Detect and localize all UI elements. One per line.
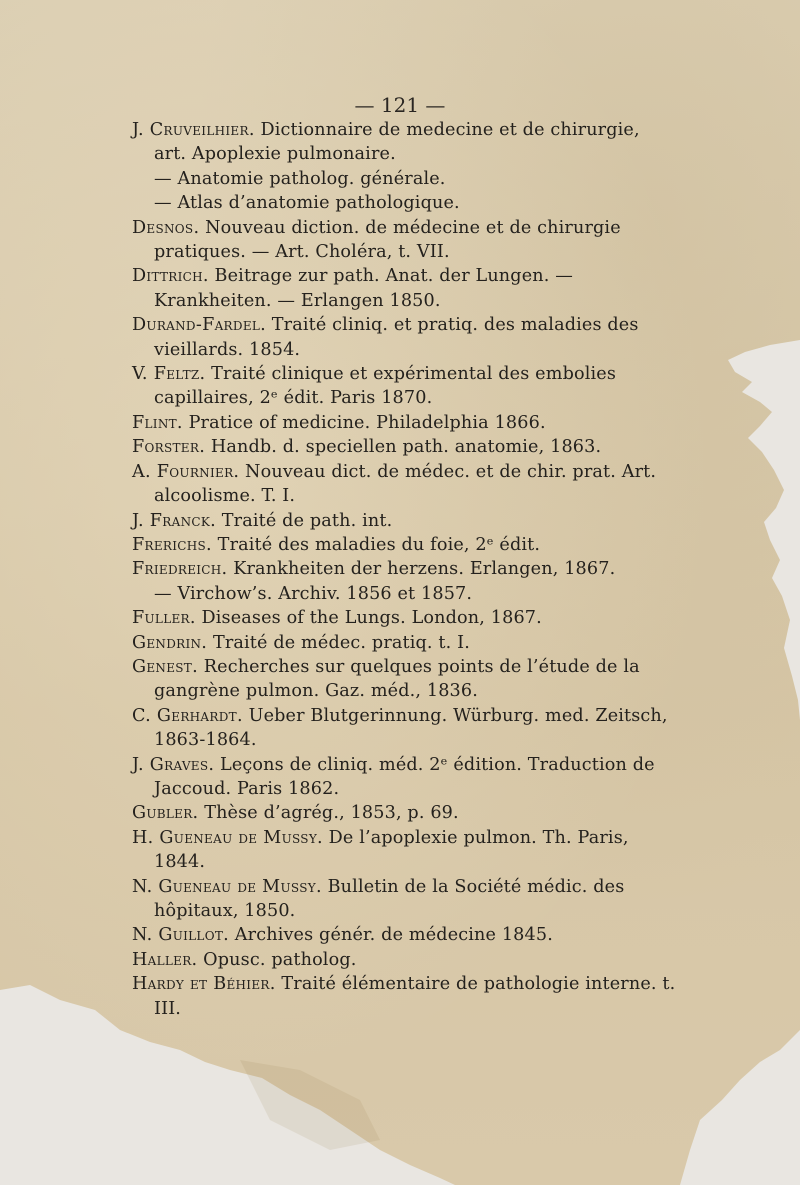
entry-author: Durand-Fardel. xyxy=(132,315,267,336)
bibliography-entry xyxy=(132,606,677,630)
torn-edge-right xyxy=(728,340,800,720)
entry-text: Pratice of medicine. Philadelphia 1866. xyxy=(182,412,546,433)
entry-author: J. Graves. xyxy=(132,754,215,775)
entry-text: — Anatomie patholog. générale. xyxy=(154,168,446,189)
entry-author: C. Gerhardt. xyxy=(132,705,243,726)
entry-text: Ueber Blutgerinnung. Würburg. med. Zeitsch, 1863-1864. xyxy=(154,705,668,751)
bibliography-entry xyxy=(132,582,677,606)
entry-text: — Atlas d’anatomie pathologique. xyxy=(154,193,460,214)
entry-text: Handb. d. speciellen path. anatomie, 1863. xyxy=(205,437,602,458)
bibliography-entry xyxy=(132,362,677,411)
entry-author: Desnos. xyxy=(132,217,200,238)
entry-author: Frerichs. xyxy=(132,534,212,555)
bibliography-entry xyxy=(132,191,677,215)
entry-text: Nouveau diction. de médecine et de chirurgie pratiques. — Art. Choléra, t. VII. xyxy=(154,217,621,263)
bibliography-entry xyxy=(132,460,677,509)
entry-text: Nouveau dict. de médec. et de chir. prat. Art. alcoolisme. T. I. xyxy=(154,461,657,507)
entry-text: Beitrage zur path. Anat. der Lungen. — Krankheiten. — Erlangen 1850. xyxy=(154,266,573,311)
entry-text: Traité clinique et expérimental des embolies capillaires, 2ᵉ édit. Paris 1870. xyxy=(154,364,617,409)
entry-text: De l’apoplexie pulmon. Th. Paris, 1844. xyxy=(154,827,629,873)
entry-text: Krankheiten der herzens. Erlangen, 1867. xyxy=(227,559,616,580)
entry-text: — Virchow’s. Archiv. 1856 et 1857. xyxy=(154,583,473,604)
bibliography-entry xyxy=(132,923,677,947)
bibliography-entry xyxy=(132,826,677,875)
entry-author: A. Fournier. xyxy=(132,461,240,482)
bibliography-entry xyxy=(132,801,677,825)
torn-edge-bottom-right xyxy=(680,1030,800,1185)
bibliography-entry xyxy=(132,435,677,459)
bibliography-entry xyxy=(132,655,677,704)
entry-author: Hardy et Béhier. xyxy=(132,974,276,995)
bibliography-entry xyxy=(132,118,677,167)
entry-author: Genest. xyxy=(132,656,198,677)
page-number: — 121 — xyxy=(354,93,446,117)
entry-text: Diseases of the Lungs. London, 1867. xyxy=(195,608,542,629)
bibliography-entry xyxy=(132,264,677,313)
entry-text: Opusc. patholog. xyxy=(197,949,357,970)
entry-text: Recherches sur quelques points de l’étude de la gangrène pulmon. Gaz. méd., 1836. xyxy=(154,656,640,702)
entry-text: Leçons de cliniq. méd. 2ᵉ édition. Traduction de Jaccoud. Paris 1862. xyxy=(154,754,655,799)
entry-author: Haller. xyxy=(132,949,198,970)
bibliography-entry xyxy=(132,948,677,972)
entry-author: N. Guillot. xyxy=(132,925,230,946)
entry-text: Traité élémentaire de pathologie interne. t. III. xyxy=(154,974,676,1019)
bibliography-entry xyxy=(132,216,677,265)
entry-author: N. Gueneau de Mussy. xyxy=(132,876,322,897)
entry-author: V. Feltz. xyxy=(132,364,206,385)
bibliography-entry xyxy=(132,313,677,362)
bibliography-entry xyxy=(132,557,677,581)
entry-author: Flint. xyxy=(132,412,183,433)
entry-text: Traité des maladies du foie, 2ᵉ édit. xyxy=(211,534,541,555)
bibliography-entry xyxy=(132,631,677,655)
bibliography-entry xyxy=(132,875,677,924)
entry-author: Gubler. xyxy=(132,803,199,824)
entry-text: Archives génér. de médecine 1845. xyxy=(229,925,553,946)
bibliography-entry xyxy=(132,411,677,435)
entry-text: Traité de médec. pratiq. t. I. xyxy=(207,632,470,653)
entry-author: Forster. xyxy=(132,437,206,458)
entry-author: Fuller. xyxy=(132,608,196,629)
bibliography-entry xyxy=(132,972,677,1021)
entry-text: Dictionnaire de medecine et de chirurgie, art. Apoplexie pulmonaire. xyxy=(154,120,640,165)
bibliography-entry xyxy=(132,533,677,557)
entry-text: Traité cliniq. et pratiq. des maladies des vieillards. 1854. xyxy=(154,315,639,360)
bibliography-entry xyxy=(132,704,677,753)
bibliography-entry xyxy=(132,753,677,802)
entry-text: Traité de path. int. xyxy=(216,510,393,531)
bibliography-entry xyxy=(132,509,677,533)
entry-author: Dittrich. xyxy=(132,266,209,287)
entry-author: Friedreich. xyxy=(132,559,228,580)
bibliography-list xyxy=(132,118,677,1021)
entry-text: Thèse d’agrég., 1853, p. 69. xyxy=(198,803,459,824)
entry-text: Bulletin de la Société médic. des hôpitaux, 1850. xyxy=(154,876,625,921)
entry-author: J. Franck. xyxy=(132,510,217,531)
entry-author: H. Gueneau de Mussy. xyxy=(132,827,323,848)
entry-author: Gendrin. xyxy=(132,632,208,653)
entry-author: J. Cruveilhier. xyxy=(132,120,255,140)
bibliography-entry xyxy=(132,167,677,191)
